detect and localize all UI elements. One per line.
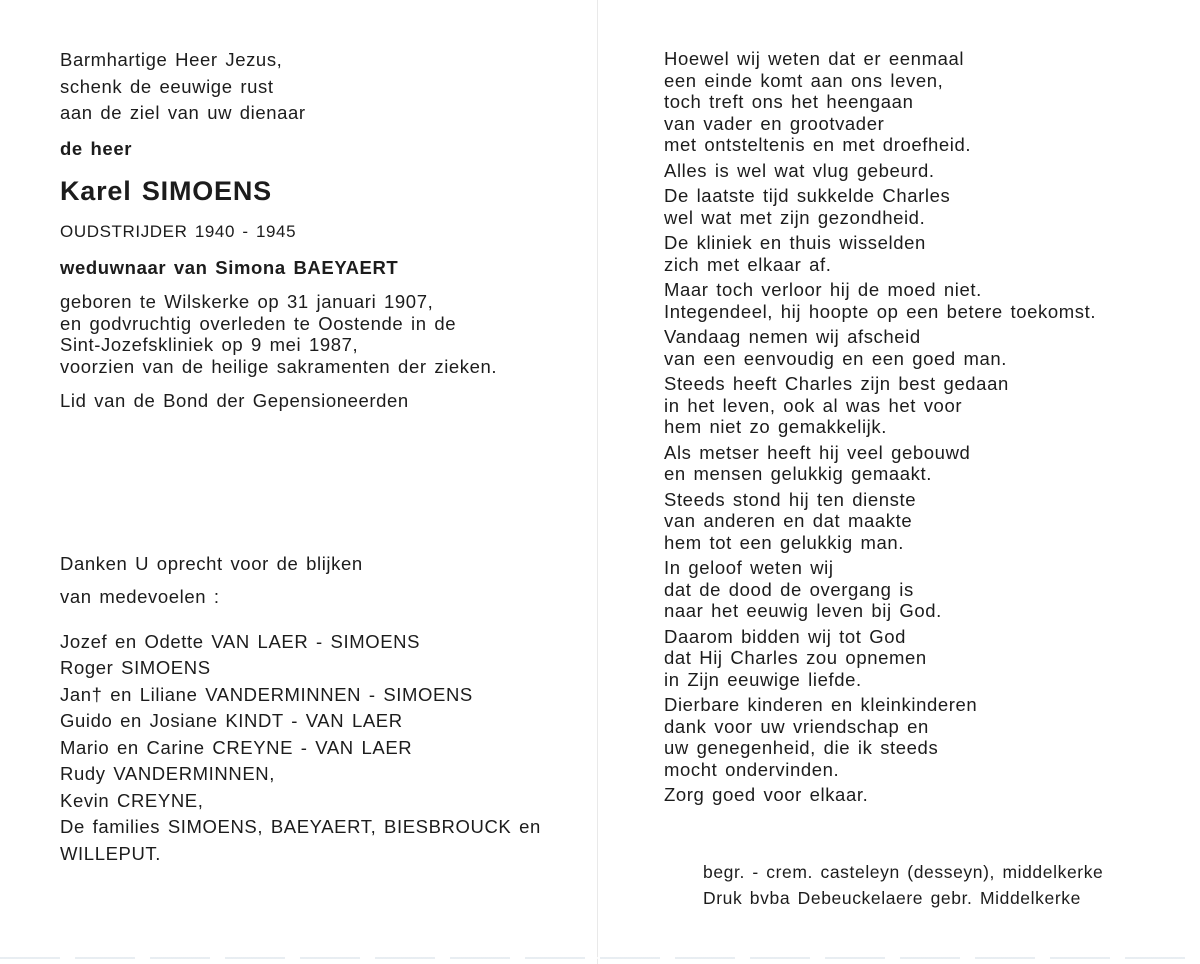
stanza (664, 626, 1174, 691)
poem-line: Daarom bidden wij tot God (664, 625, 907, 647)
stanza (664, 326, 1174, 369)
poem-line: Dierbare kinderen en kleinkinderen (664, 694, 978, 715)
family-list (60, 629, 580, 868)
stanza (664, 489, 1174, 554)
prayer-line: Barmhartige Heer Jezus, (60, 49, 283, 70)
poem-line: naar het eeuwig leven bij God. (664, 600, 942, 621)
prayer-line: aan de ziel van uw dienaar (60, 102, 306, 123)
stanza (664, 442, 1174, 485)
right-panel (664, 48, 1174, 806)
stanza (664, 557, 1174, 622)
printer-info (703, 859, 1183, 911)
poem-line: De kliniek en thuis wisselden (664, 232, 926, 253)
prayer-line: schenk de eeuwige rust (60, 75, 274, 97)
poem-line: Steeds heeft Charles zijn best gedaan (664, 373, 1009, 394)
bio-line: voorzien van de heilige sakramenten der zieken. (60, 355, 498, 377)
poem-line: van een eenvoudig en een goed man. (664, 347, 1008, 369)
poem-line: van anderen en dat maakte (664, 510, 913, 531)
poem-line: Steeds stond hij ten dienste (664, 488, 917, 510)
poem-line: hem tot een gelukkig man. (664, 531, 904, 553)
family-line: Mario en Carine CREYNE - VAN LAER (60, 736, 413, 758)
thanks-text (60, 552, 580, 609)
stanza (664, 279, 1174, 322)
poem-line: Integendeel, hij hoopte op een betere toekomst. (664, 300, 1097, 322)
poem-line: In geloof weten wij (664, 557, 834, 578)
poem-line: dank voor uw vriendschap en (664, 715, 929, 737)
poem-line: wel wat met zijn gezondheid. (664, 206, 926, 228)
poem-line: Maar toch verloor hij de moed niet. (664, 279, 982, 300)
stanza (664, 160, 1174, 182)
poem-line: toch treft ons het heengaan (664, 91, 914, 112)
stanza (664, 48, 1174, 156)
funeral-director-line: begr. - crem. casteleyn (desseyn), middelkerke (703, 862, 1104, 882)
family-line: Guido en Josiane KINDT - VAN LAER (60, 710, 403, 731)
poem-line: Hoewel wij weten dat er eenmaal (664, 48, 965, 69)
family-line: Kevin CREYNE, (60, 789, 204, 811)
poem-line: dat Hij Charles zou opnemen (664, 647, 927, 668)
thanks-line: van medevoelen : (60, 586, 220, 607)
bio-line: Sint-Jozefskliniek op 9 mei 1987, (60, 334, 359, 355)
prayer-text (60, 48, 580, 125)
family-line: WILLEPUT. (60, 842, 162, 864)
family-line: Jan† en Liliane VANDERMINNEN - SIMOENS (60, 683, 473, 705)
poem-line: van vader en grootvader (664, 112, 885, 134)
stanza (664, 185, 1174, 228)
biography (60, 291, 580, 377)
card-fold-line (597, 0, 598, 964)
poem-line: De laatste tijd sukkelde Charles (664, 185, 951, 206)
family-line: De families SIMOENS, BAEYAERT, BIESBROUCK en (60, 816, 541, 837)
thanks-line: Danken U oprecht voor de blijken (60, 552, 363, 574)
stanza (664, 784, 1174, 806)
poem-line: Alles is wel wat vlug gebeurd. (664, 159, 935, 181)
poem-line: zich met elkaar af. (664, 253, 832, 275)
poem-line: mocht ondervinden. (664, 758, 840, 780)
family-line: Jozef en Odette VAN LAER - SIMOENS (60, 630, 421, 652)
poem-line: in Zijn eeuwige liefde. (664, 668, 862, 690)
left-panel (60, 48, 580, 867)
family-line: Roger SIMOENS (60, 657, 211, 678)
widower-line: weduwnaar van Simona BAEYAERT (60, 256, 399, 278)
poem-line: hem niet zo gemakkelijk. (664, 416, 887, 437)
poem-line: uw genegenheid, die ik steeds (664, 737, 939, 758)
deceased-name: Karel SIMOENS (60, 176, 272, 206)
poem-line: Zorg goed voor elkaar. (664, 784, 869, 805)
family-line: Rudy VANDERMINNEN, (60, 763, 275, 784)
stanza (664, 694, 1174, 780)
deceased-title: de heer (60, 137, 133, 159)
poem-line: dat de dood de overgang is (664, 578, 914, 600)
poem-line: in het leven, ook al was het voor (664, 394, 963, 416)
poem-line: met ontsteltenis en met droefheid. (664, 134, 972, 155)
poem-line: een einde komt aan ons leven, (664, 69, 944, 91)
printer-line: Druk bvba Debeuckelaere gebr. Middelkerke (703, 888, 1081, 908)
bio-line: geboren te Wilskerke op 31 januari 1907, (60, 291, 434, 312)
poem-line: en mensen gelukkig gemaakt. (664, 463, 932, 484)
card-bottom-edge (0, 957, 1200, 959)
stanza (664, 232, 1174, 275)
poem-line: Als metser heeft hij veel gebouwd (664, 441, 971, 463)
bio-line: en godvruchtig overleden te Oostende in de (60, 312, 457, 334)
stanza (664, 373, 1174, 438)
membership-line: Lid van de Bond der Gepensioneerden (60, 390, 409, 411)
veteran-line: OUDSTRIJDER 1940 - 1945 (60, 222, 297, 241)
poem-line: Vandaag nemen wij afscheid (664, 326, 921, 347)
